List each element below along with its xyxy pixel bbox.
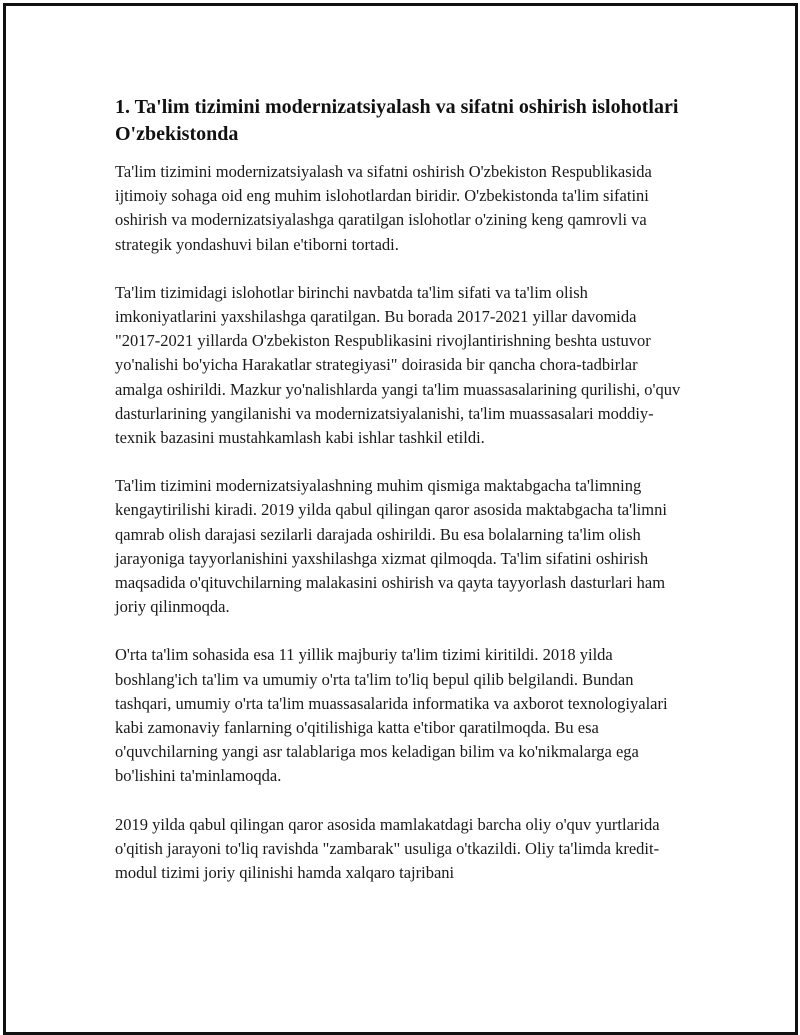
paragraph-1: Ta'lim tizimini modernizatsiyalash va sifatni oshirish O'zbekiston Respublikasida ijtimoiy sohaga oid eng muhim islohotlardan biridir. O'zbekistonda ta'lim sifatini oshirish va modernizatsiyalashga qaratilgan islohotlar o'zining keng qamrovli va strategik yondashuvi bilan e'tiborni tortadi. bbox=[115, 162, 652, 254]
document-body bbox=[115, 94, 685, 909]
paragraph-3: Ta'lim tizimini modernizatsiyalashning muhim qismiga maktabgacha ta'limning kengaytirilishi kiradi. 2019 yilda qabul qilingan qaror asosida maktabgacha ta'limni qamrab olish darajasi sezilarli darajada oshirildi. Bu esa bolalarning ta'lim olish jarayoniga tayyorlanishini yaxshilashga xizmat qilmoqda. Ta'lim sifatini oshirish maqsadida o'qituvchilarning malakasini oshirish va qayta tayyorlash dasturlari ham joriy qilinmoqda. bbox=[115, 476, 667, 617]
paragraph-4: O'rta ta'lim sohasida esa 11 yillik majburiy ta'lim tizimi kiritildi. 2018 yilda boshlang'ich ta'lim va umumiy o'rta ta'lim to'liq bepul qilib belgilandi. Bundan tashqari, umumiy o'rta ta'lim muassasalarida informatika va axborot texnologiyalari kabi zamonaviy fanlarning o'qitilishiga katta e'tibor qaratilmoqda. Bu esa o'quvchilarning yangi asr talablariga mos keladigan bilim va ko'nikmalarga ega bo'lishini ta'minlamoqda. bbox=[115, 645, 668, 786]
document-title: 1. Ta'lim tizimini modernizatsiyalash va sifatni oshirish islohotlari O'zbekistonda bbox=[115, 96, 679, 145]
paragraph-2: Ta'lim tizimidagi islohotlar birinchi navbatda ta'lim sifati va ta'lim olish imkoniyatlarini yaxshilashga qaratilgan. Bu borada 2017-2021 yillar davomida "2017-2021 yillarda O'zbekiston Respublikasini rivojlantirishning beshta ustuvor yo'nalishi bo'yicha Harakatlar strategiyasi" doirasida bir qancha chora-tadbirlar amalga oshirildi. Mazkur yo'nalishlarda yangi ta'lim muassasalarining qurilishi, o'quv dasturlarining yangilanishi va modernizatsiyalanishi, ta'lim muassasalari moddiy-texnik bazasini mustahkamlash kabi ishlar tashkil etildi. bbox=[115, 282, 681, 448]
paragraph-5: 2019 yilda qabul qilingan qaror asosida mamlakatdagi barcha oliy o'quv yurtlarida o'qitish jarayoni to'liq ravishda "zambarak" usuliga o'tkazildi. Oliy ta'limda kredit-modul tizimi joriy qilinishi hamda xalqaro tajribani bbox=[115, 814, 660, 883]
